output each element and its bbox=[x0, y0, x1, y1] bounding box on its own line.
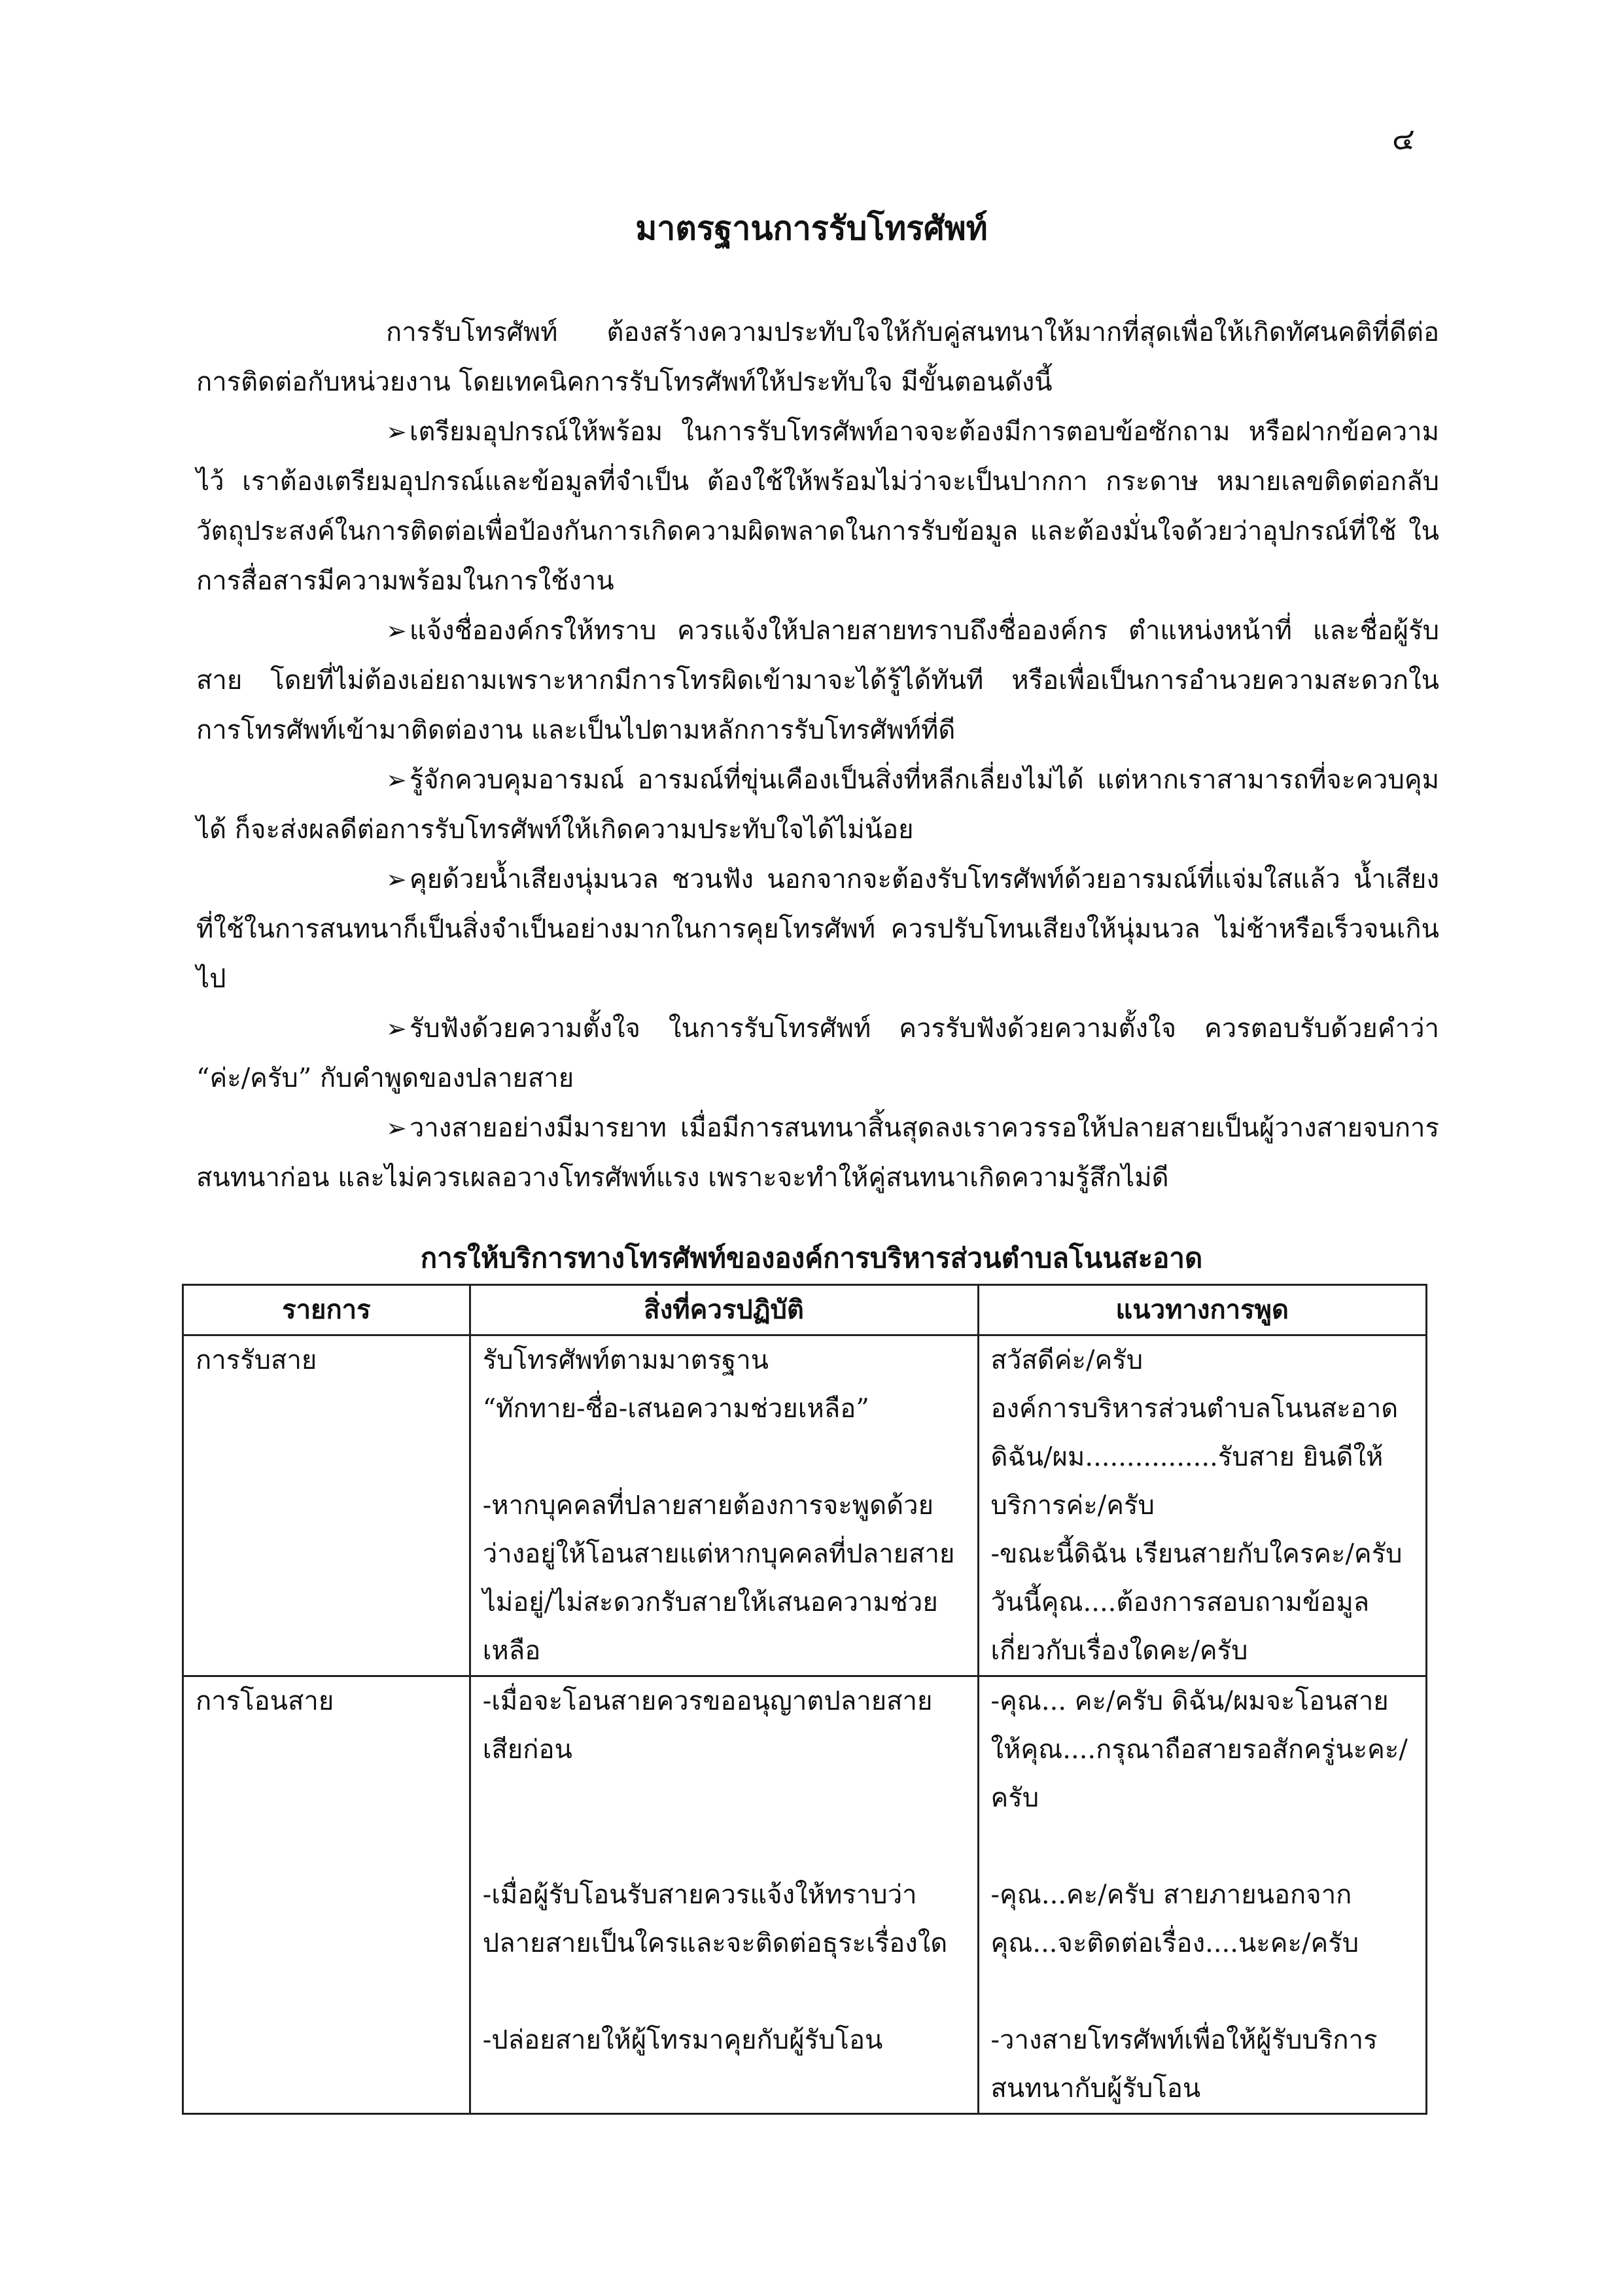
bullet-text: เตรียมอุปกรณ์ให้พร้อม ในการรับโทรศัพท์อาจจะต้องมีการตอบข้อซักถาม หรือฝากข้อความไว้ เราต้องเตรียมอุปกรณ์และข้อมูลที่จำเป็น ต้องใช้ให้พร้อมไม่ว่าจะเป็นปากกา กระดาษ หมายเลขติดต่อกลับ วัตถุประสงค์ในการติดต่อเพื่อป้องกันการเกิดความผิดพลาดในการรับข้อมูล และต้องมั่นใจด้วยว่าอุปกรณ์ที่ใช้ ในการสื่อสารมีความพร้อมในการใช้งาน bbox=[196, 417, 1439, 596]
cell-item bbox=[183, 1335, 470, 1676]
speech-text: ดิฉัน/ผม................รับสาย ยินดีให้บริการค่ะ/ครับ bbox=[990, 1442, 1384, 1521]
bullet-text: รู้จักควบคุมอารมณ์ อารมณ์ที่ขุ่นเคืองเป็นสิ่งที่หลีกเลี่ยงไม่ได้ แต่หากเราสามารถที่จะควบคุมได้ ก็จะส่งผลดีต่อการรับโทรศัพท์ให้เกิดความประทับใจได้ไม่น้อย bbox=[196, 765, 1439, 845]
header-speech: แนวทางการพูด bbox=[978, 1285, 1427, 1335]
action-text: “ทักทาย-ชื่อ-เสนอความช่วยเหลือ” bbox=[482, 1394, 869, 1424]
bullet-paragraph bbox=[196, 1004, 1439, 1103]
bullet-text: แจ้งชื่อองค์กรให้ทราบ ควรแจ้งให้ปลายสายทราบถึงชื่อองค์กร ตำแหน่งหน้าที่ และชื่อผู้รับสาย โดยที่ไม่ต้องเอ่ยถามเพราะหากมีการโทรผิดเข้ามาจะได้รู้ได้ทันที หรือเพื่อเป็นการอำนวยความสะดวกในการโทรศัพท์เข้ามาติดต่องาน และเป็นไปตามหลักการรับโทรศัพท์ที่ดี bbox=[196, 616, 1439, 745]
arrow-bullet-icon: ➢ bbox=[386, 616, 407, 645]
cell-speech bbox=[978, 1335, 1427, 1676]
arrow-bullet-icon: ➢ bbox=[386, 1014, 407, 1043]
bullet-paragraph bbox=[196, 606, 1439, 755]
action-text: รับโทรศัพท์ตามมาตรฐาน bbox=[482, 1345, 769, 1375]
spacer bbox=[483, 1433, 966, 1481]
table-caption: การให้บริการทางโทรศัพท์ขององค์การบริหารส่วนตำบลโนนสะอาด bbox=[420, 1242, 1203, 1274]
arrow-bullet-icon: ➢ bbox=[386, 1114, 407, 1142]
table-row bbox=[183, 1335, 1427, 1676]
document-title: มาตรฐานการรับโทรศัพท์ bbox=[635, 209, 988, 247]
cell-action bbox=[470, 1676, 978, 2114]
header-item: รายการ bbox=[183, 1285, 470, 1335]
speech-text: -คุณ...คะ/ครับ สายภายนอกจากคุณ...จะติดต่อเรื่อง....นะคะ/ครับ bbox=[990, 1880, 1359, 1958]
intro-paragraph: การรับโทรศัพท์ ต้องสร้างความประทับใจให้กับคู่สนทนาให้มากที่สุดเพื่อให้เกิดทัศนคติที่ดีต่อการติดต่อกับหน่วยงาน โดยเทคนิคการรับโทรศัพท์ให้ประทับใจ มีขั้นตอนดังนี้ bbox=[196, 317, 1439, 397]
bullet-text: รับฟังด้วยความตั้งใจ ในการรับโทรศัพท์ ควรรับฟังด้วยความตั้งใจ ควรตอบรับด้วยคำว่า “ค่ะ/ครับ” กับคำพูดของปลายสาย bbox=[196, 1014, 1439, 1093]
bullet-text: คุยด้วยน้ำเสียงนุ่มนวล ชวนฟัง นอกจากจะต้องรับโทรศัพท์ด้วยอารมณ์ที่แจ่มใสแล้ว น้ำเสียงที่ใช้ในการสนทนาก็เป็นสิ่งจำเป็นอย่างมากในการคุยโทรศัพท์ ควรปรับโทนเสียงให้นุ่มนวล ไม่ช้าหรือเร็วจนเกินไป bbox=[196, 864, 1439, 994]
bullet-paragraph bbox=[196, 755, 1439, 855]
arrow-bullet-icon: ➢ bbox=[386, 766, 407, 794]
page-number: ๔ bbox=[1392, 121, 1415, 156]
arrow-bullet-icon: ➢ bbox=[386, 865, 407, 894]
spacer bbox=[991, 1968, 1414, 2016]
spacer bbox=[483, 1774, 966, 1871]
body-text bbox=[196, 308, 1439, 1203]
action-text: -เมื่อผู้รับโอนรับสายควรแจ้งให้ทราบว่าปลายสายเป็นใครและจะติดต่อธุระเรื่องใด bbox=[482, 1880, 948, 1958]
bullet-paragraph bbox=[196, 855, 1439, 1004]
cell-speech bbox=[978, 1676, 1427, 2114]
phone-service-table bbox=[182, 1284, 1427, 2115]
table-row bbox=[183, 1676, 1427, 2114]
spacer bbox=[483, 1968, 966, 2016]
speech-text: -คุณ... คะ/ครับ ดิฉัน/ผมจะโอนสายให้คุณ....กรุณาถือสายรอสักครู่นะคะ/ครับ bbox=[990, 1686, 1408, 1813]
arrow-bullet-icon: ➢ bbox=[386, 417, 407, 446]
speech-text: -วางสายโทรศัพท์เพื่อให้ผู้รับบริการสนทนากับผู้รับโอน bbox=[990, 2025, 1378, 2104]
cell-item bbox=[183, 1676, 470, 2114]
cell-action bbox=[470, 1335, 978, 1676]
table-header-row bbox=[183, 1285, 1427, 1335]
spacer bbox=[991, 1822, 1414, 1871]
header-action: สิ่งที่ควรปฏิบัติ bbox=[470, 1285, 978, 1335]
action-text: -หากบุคคลที่ปลายสายต้องการจะพูดด้วยว่างอยู่ให้โอนสายแต่หากบุคคลที่ปลายสายไม่อยู่/ไม่สะดวกรับสายให้เสนอความช่วยเหลือ bbox=[482, 1491, 955, 1666]
action-text: -เมื่อจะโอนสายควรขออนุญาตปลายสายเสียก่อน bbox=[482, 1686, 933, 1765]
item-text: การรับสาย bbox=[196, 1345, 317, 1375]
action-text: -ปล่อยสายให้ผู้โทรมาคุยกับผู้รับโอน bbox=[482, 2025, 883, 2055]
bullet-paragraph bbox=[196, 1103, 1439, 1203]
bullet-text: วางสายอย่างมีมารยาท เมื่อมีการสนทนาสิ้นสุดลงเราควรรอให้ปลายสายเป็นผู้วางสายจบการสนทนาก่อน และไม่ควรเผลอวางโทรศัพท์แรง เพราะจะทำให้คู่สนทนาเกิดความรู้สึกไม่ดี bbox=[196, 1113, 1439, 1193]
speech-text: -ขณะนี้ดิฉัน เรียนสายกับใครคะ/ครับ วันนี้คุณ....ต้องการสอบถามข้อมูลเกี่ยวกับเรื่องใดคะ/ครับ bbox=[990, 1539, 1403, 1666]
item-text: การโอนสาย bbox=[196, 1686, 334, 1716]
speech-text: สวัสดีค่ะ/ครับ bbox=[990, 1345, 1143, 1375]
speech-text: องค์การบริหารส่วนตำบลโนนสะอาด bbox=[990, 1394, 1399, 1424]
bullet-paragraph bbox=[196, 407, 1439, 606]
